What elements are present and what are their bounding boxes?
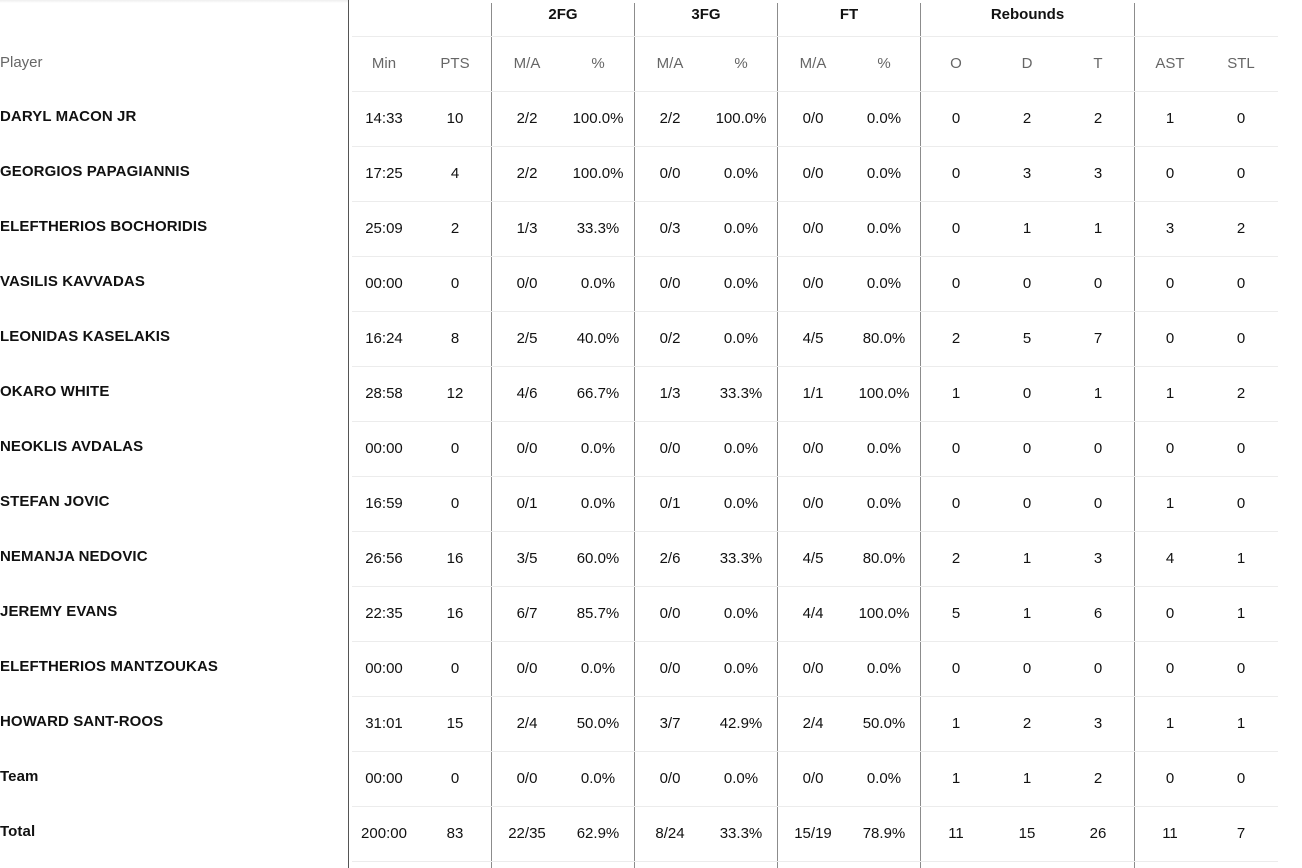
cell-2fg-pct: 40.0% <box>576 330 620 347</box>
cell-2fg-ma: 0/0 <box>516 440 538 457</box>
cell-reb-o: 0 <box>951 110 961 127</box>
cell-pts: 2 <box>450 220 460 237</box>
cell-ast: 1 <box>1165 385 1175 402</box>
cell-3fg-pct: 0.0% <box>723 220 759 237</box>
cell-pts: 0 <box>450 495 460 512</box>
cell-reb-d: 3 <box>1022 165 1032 182</box>
cell-reb-t: 1 <box>1093 385 1103 402</box>
cell-3fg-pct: 42.9% <box>719 715 763 732</box>
cell-min: 00:00 <box>365 770 403 787</box>
cell-reb-o: 11 <box>948 825 964 842</box>
cell-ft-ma: 4/4 <box>802 605 824 622</box>
row-separator <box>352 806 1278 807</box>
cell-reb-t: 6 <box>1093 605 1103 622</box>
cell-ft-ma: 1/1 <box>802 385 824 402</box>
cell-3fg-pct: 33.3% <box>719 825 763 842</box>
cell-pts: 83 <box>446 825 464 842</box>
row-separator <box>352 641 1278 642</box>
cell-min: 200:00 <box>361 825 407 842</box>
player-name: GEORGIOS PAPAGIANNIS <box>0 163 190 180</box>
divider-2fg <box>491 3 492 868</box>
cell-ft-pct: 0.0% <box>866 495 902 512</box>
cell-min: 16:59 <box>365 495 403 512</box>
cell-ft-pct: 0.0% <box>866 275 902 292</box>
cell-ft-pct: 0.0% <box>866 220 902 237</box>
cell-ast: 0 <box>1165 770 1175 787</box>
cell-pts: 4 <box>450 165 460 182</box>
header-2fg-ma: M/A <box>513 55 541 72</box>
cell-ft-ma: 4/5 <box>802 550 824 567</box>
cell-stl: 0 <box>1236 275 1246 292</box>
cell-reb-t: 3 <box>1093 165 1103 182</box>
cell-ast: 0 <box>1165 440 1175 457</box>
cell-pts: 10 <box>446 110 464 127</box>
cell-3fg-ma: 0/0 <box>659 440 681 457</box>
cell-3fg-pct: 100.0% <box>715 110 767 127</box>
cell-reb-o: 1 <box>951 715 961 732</box>
cell-reb-t: 2 <box>1093 770 1103 787</box>
cell-3fg-ma: 0/0 <box>659 770 681 787</box>
cell-2fg-ma: 2/2 <box>516 110 538 127</box>
cell-2fg-ma: 6/7 <box>516 605 538 622</box>
cell-stl: 0 <box>1236 165 1246 182</box>
cell-pts: 16 <box>446 550 464 567</box>
cell-min: 26:56 <box>365 550 403 567</box>
player-name: LEONIDAS KASELAKIS <box>0 328 171 345</box>
cell-min: 16:24 <box>365 330 403 347</box>
cell-ft-ma: 0/0 <box>802 165 824 182</box>
cell-2fg-pct: 0.0% <box>580 770 616 787</box>
cell-reb-t: 7 <box>1093 330 1103 347</box>
row-separator <box>352 861 1278 862</box>
cell-2fg-ma: 0/1 <box>516 495 538 512</box>
row-separator <box>352 36 1278 37</box>
cell-2fg-ma: 4/6 <box>516 385 538 402</box>
cell-ast: 0 <box>1165 275 1175 292</box>
cell-stl: 0 <box>1236 660 1246 677</box>
row-separator <box>352 366 1278 367</box>
stats-table <box>352 0 1280 868</box>
top-divider <box>0 0 348 3</box>
cell-reb-t: 2 <box>1093 110 1103 127</box>
cell-2fg-pct: 50.0% <box>576 715 620 732</box>
cell-reb-d: 2 <box>1022 110 1032 127</box>
cell-reb-d: 1 <box>1022 770 1032 787</box>
cell-ast: 3 <box>1165 220 1175 237</box>
player-name: ELEFTHERIOS BOCHORIDIS <box>0 218 208 235</box>
cell-3fg-pct: 0.0% <box>723 275 759 292</box>
cell-reb-d: 2 <box>1022 715 1032 732</box>
player-name: NEOKLIS AVDALAS <box>0 438 144 455</box>
cell-ast: 0 <box>1165 605 1175 622</box>
cell-ft-pct: 0.0% <box>866 165 902 182</box>
player-column-header: Player <box>0 54 43 71</box>
cell-ast: 0 <box>1165 660 1175 677</box>
cell-ast: 11 <box>1162 825 1178 842</box>
cell-ft-pct: 80.0% <box>862 330 906 347</box>
cell-ast: 4 <box>1165 550 1175 567</box>
cell-pts: 12 <box>446 385 464 402</box>
row-separator <box>352 476 1278 477</box>
cell-reb-d: 5 <box>1022 330 1032 347</box>
cell-reb-t: 0 <box>1093 440 1103 457</box>
player-name: Team <box>0 768 39 785</box>
cell-3fg-ma: 0/3 <box>659 220 681 237</box>
cell-min: 00:00 <box>365 660 403 677</box>
cell-2fg-ma: 0/0 <box>516 770 538 787</box>
header-reb-o: O <box>950 55 962 72</box>
cell-reb-o: 2 <box>951 550 961 567</box>
cell-min: 14:33 <box>365 110 403 127</box>
cell-reb-o: 0 <box>951 165 961 182</box>
cell-2fg-pct: 0.0% <box>580 495 616 512</box>
player-name: HOWARD SANT-ROOS <box>0 713 164 730</box>
cell-2fg-pct: 33.3% <box>576 220 620 237</box>
cell-3fg-pct: 0.0% <box>723 440 759 457</box>
header-stl: STL <box>1227 55 1255 72</box>
cell-stl: 1 <box>1236 605 1246 622</box>
cell-ft-ma: 0/0 <box>802 275 824 292</box>
cell-reb-d: 0 <box>1022 275 1032 292</box>
cell-pts: 8 <box>450 330 460 347</box>
cell-ast: 1 <box>1165 715 1175 732</box>
cell-ft-pct: 80.0% <box>862 550 906 567</box>
cell-reb-t: 1 <box>1093 220 1103 237</box>
cell-2fg-pct: 0.0% <box>580 660 616 677</box>
cell-reb-o: 5 <box>951 605 961 622</box>
cell-ft-pct: 0.0% <box>866 660 902 677</box>
cell-2fg-pct: 60.0% <box>576 550 620 567</box>
cell-min: 28:58 <box>365 385 403 402</box>
cell-2fg-ma: 22/35 <box>508 825 546 842</box>
cell-reb-o: 1 <box>951 770 961 787</box>
cell-ast: 1 <box>1165 110 1175 127</box>
cell-2fg-pct: 100.0% <box>572 110 624 127</box>
cell-reb-d: 0 <box>1022 440 1032 457</box>
row-separator <box>352 586 1278 587</box>
cell-3fg-ma: 0/2 <box>659 330 681 347</box>
header-2fg-pct: % <box>591 55 605 72</box>
cell-reb-t: 26 <box>1089 825 1107 842</box>
cell-pts: 0 <box>450 660 460 677</box>
group-header-2fg: 2FG <box>548 6 578 23</box>
cell-2fg-ma: 1/3 <box>516 220 538 237</box>
cell-3fg-ma: 2/6 <box>659 550 681 567</box>
cell-ft-pct: 100.0% <box>858 605 910 622</box>
header-reb-t: T <box>1093 55 1103 72</box>
cell-min: 31:01 <box>365 715 403 732</box>
header-ft-ma: M/A <box>799 55 827 72</box>
cell-stl: 2 <box>1236 385 1246 402</box>
divider-ft <box>777 3 778 868</box>
cell-2fg-ma: 2/5 <box>516 330 538 347</box>
cell-2fg-ma: 0/0 <box>516 275 538 292</box>
player-name: Total <box>0 823 36 840</box>
row-separator <box>352 146 1278 147</box>
cell-ft-ma: 0/0 <box>802 220 824 237</box>
cell-ft-ma: 15/19 <box>794 825 832 842</box>
cell-stl: 0 <box>1236 110 1246 127</box>
header-reb-d: D <box>1021 55 1033 72</box>
cell-ft-pct: 50.0% <box>862 715 906 732</box>
row-separator <box>352 531 1278 532</box>
cell-reb-d: 15 <box>1018 825 1036 842</box>
divider-ast <box>1134 3 1135 868</box>
cell-3fg-pct: 0.0% <box>723 330 759 347</box>
cell-2fg-pct: 100.0% <box>572 165 624 182</box>
cell-ft-pct: 100.0% <box>858 385 910 402</box>
cell-3fg-ma: 0/0 <box>659 605 681 622</box>
cell-ft-ma: 0/0 <box>802 440 824 457</box>
cell-3fg-pct: 33.3% <box>719 550 763 567</box>
cell-2fg-ma: 2/4 <box>516 715 538 732</box>
cell-pts: 16 <box>446 605 464 622</box>
cell-min: 00:00 <box>365 440 403 457</box>
cell-reb-t: 0 <box>1093 275 1103 292</box>
cell-3fg-ma: 0/1 <box>659 495 681 512</box>
cell-ft-ma: 4/5 <box>802 330 824 347</box>
player-name: OKARO WHITE <box>0 383 110 400</box>
player-name: NEMANJA NEDOVIC <box>0 548 148 565</box>
player-name: ELEFTHERIOS MANTZOUKAS <box>0 658 219 675</box>
cell-reb-o: 1 <box>951 385 961 402</box>
cell-2fg-ma: 0/0 <box>516 660 538 677</box>
cell-pts: 0 <box>450 440 460 457</box>
cell-3fg-ma: 1/3 <box>659 385 681 402</box>
cell-pts: 0 <box>450 275 460 292</box>
cell-ast: 0 <box>1165 165 1175 182</box>
cell-stl: 0 <box>1236 495 1246 512</box>
player-name: VASILIS KAVVADAS <box>0 273 145 290</box>
cell-reb-d: 0 <box>1022 385 1032 402</box>
header-min: Min <box>371 55 397 72</box>
cell-3fg-pct: 0.0% <box>723 495 759 512</box>
divider-3fg <box>634 3 635 868</box>
cell-ft-pct: 0.0% <box>866 110 902 127</box>
cell-3fg-pct: 33.3% <box>719 385 763 402</box>
cell-ft-ma: 0/0 <box>802 660 824 677</box>
cell-3fg-pct: 0.0% <box>723 770 759 787</box>
cell-2fg-pct: 0.0% <box>580 440 616 457</box>
cell-reb-d: 1 <box>1022 550 1032 567</box>
cell-reb-d: 1 <box>1022 605 1032 622</box>
header-3fg-ma: M/A <box>656 55 684 72</box>
cell-stl: 1 <box>1236 715 1246 732</box>
row-separator <box>352 696 1278 697</box>
cell-2fg-ma: 2/2 <box>516 165 538 182</box>
header-3fg-pct: % <box>734 55 748 72</box>
cell-3fg-pct: 0.0% <box>723 605 759 622</box>
cell-reb-t: 3 <box>1093 550 1103 567</box>
cell-ft-ma: 2/4 <box>802 715 824 732</box>
cell-pts: 0 <box>450 770 460 787</box>
player-name: JEREMY EVANS <box>0 603 118 620</box>
cell-reb-o: 0 <box>951 220 961 237</box>
cell-reb-o: 0 <box>951 275 961 292</box>
cell-pts: 15 <box>446 715 464 732</box>
cell-ast: 0 <box>1165 330 1175 347</box>
cell-min: 00:00 <box>365 275 403 292</box>
cell-reb-d: 1 <box>1022 220 1032 237</box>
cell-2fg-pct: 66.7% <box>576 385 620 402</box>
cell-reb-t: 3 <box>1093 715 1103 732</box>
cell-3fg-pct: 0.0% <box>723 165 759 182</box>
header-ft-pct: % <box>877 55 891 72</box>
cell-reb-o: 0 <box>951 440 961 457</box>
cell-stl: 0 <box>1236 770 1246 787</box>
row-separator <box>352 421 1278 422</box>
group-header-ft: FT <box>839 6 859 23</box>
cell-2fg-pct: 0.0% <box>580 275 616 292</box>
cell-min: 25:09 <box>365 220 403 237</box>
group-header-rebounds: Rebounds <box>990 6 1065 23</box>
cell-reb-t: 0 <box>1093 660 1103 677</box>
header-ast: AST <box>1155 55 1185 72</box>
cell-3fg-ma: 3/7 <box>659 715 681 732</box>
cell-3fg-pct: 0.0% <box>723 660 759 677</box>
cell-min: 22:35 <box>365 605 403 622</box>
cell-3fg-ma: 0/0 <box>659 165 681 182</box>
row-separator <box>352 201 1278 202</box>
row-separator <box>352 751 1278 752</box>
cell-ft-ma: 0/0 <box>802 495 824 512</box>
cell-3fg-ma: 0/0 <box>659 660 681 677</box>
cell-stl: 0 <box>1236 330 1246 347</box>
cell-2fg-ma: 3/5 <box>516 550 538 567</box>
cell-2fg-pct: 62.9% <box>576 825 620 842</box>
cell-ft-pct: 78.9% <box>862 825 906 842</box>
group-header-3fg: 3FG <box>691 6 721 23</box>
cell-3fg-ma: 2/2 <box>659 110 681 127</box>
cell-2fg-pct: 85.7% <box>576 605 620 622</box>
cell-reb-d: 0 <box>1022 495 1032 512</box>
cell-stl: 1 <box>1236 550 1246 567</box>
player-name: STEFAN JOVIC <box>0 493 110 510</box>
divider-rebounds <box>920 3 921 868</box>
row-separator <box>352 256 1278 257</box>
player-column <box>0 0 349 868</box>
cell-ast: 1 <box>1165 495 1175 512</box>
row-separator <box>352 311 1278 312</box>
cell-reb-o: 2 <box>951 330 961 347</box>
cell-stl: 7 <box>1236 825 1246 842</box>
cell-3fg-ma: 8/24 <box>655 825 685 842</box>
cell-3fg-ma: 0/0 <box>659 275 681 292</box>
cell-ft-pct: 0.0% <box>866 770 902 787</box>
cell-stl: 2 <box>1236 220 1246 237</box>
cell-reb-o: 0 <box>951 495 961 512</box>
cell-ft-pct: 0.0% <box>866 440 902 457</box>
cell-ft-ma: 0/0 <box>802 110 824 127</box>
cell-stl: 0 <box>1236 440 1246 457</box>
header-pts: PTS <box>440 55 470 72</box>
cell-reb-t: 0 <box>1093 495 1103 512</box>
cell-min: 17:25 <box>365 165 403 182</box>
row-separator <box>352 91 1278 92</box>
cell-ft-ma: 0/0 <box>802 770 824 787</box>
cell-reb-o: 0 <box>951 660 961 677</box>
player-name: DARYL MACON JR <box>0 108 137 125</box>
cell-reb-d: 0 <box>1022 660 1032 677</box>
